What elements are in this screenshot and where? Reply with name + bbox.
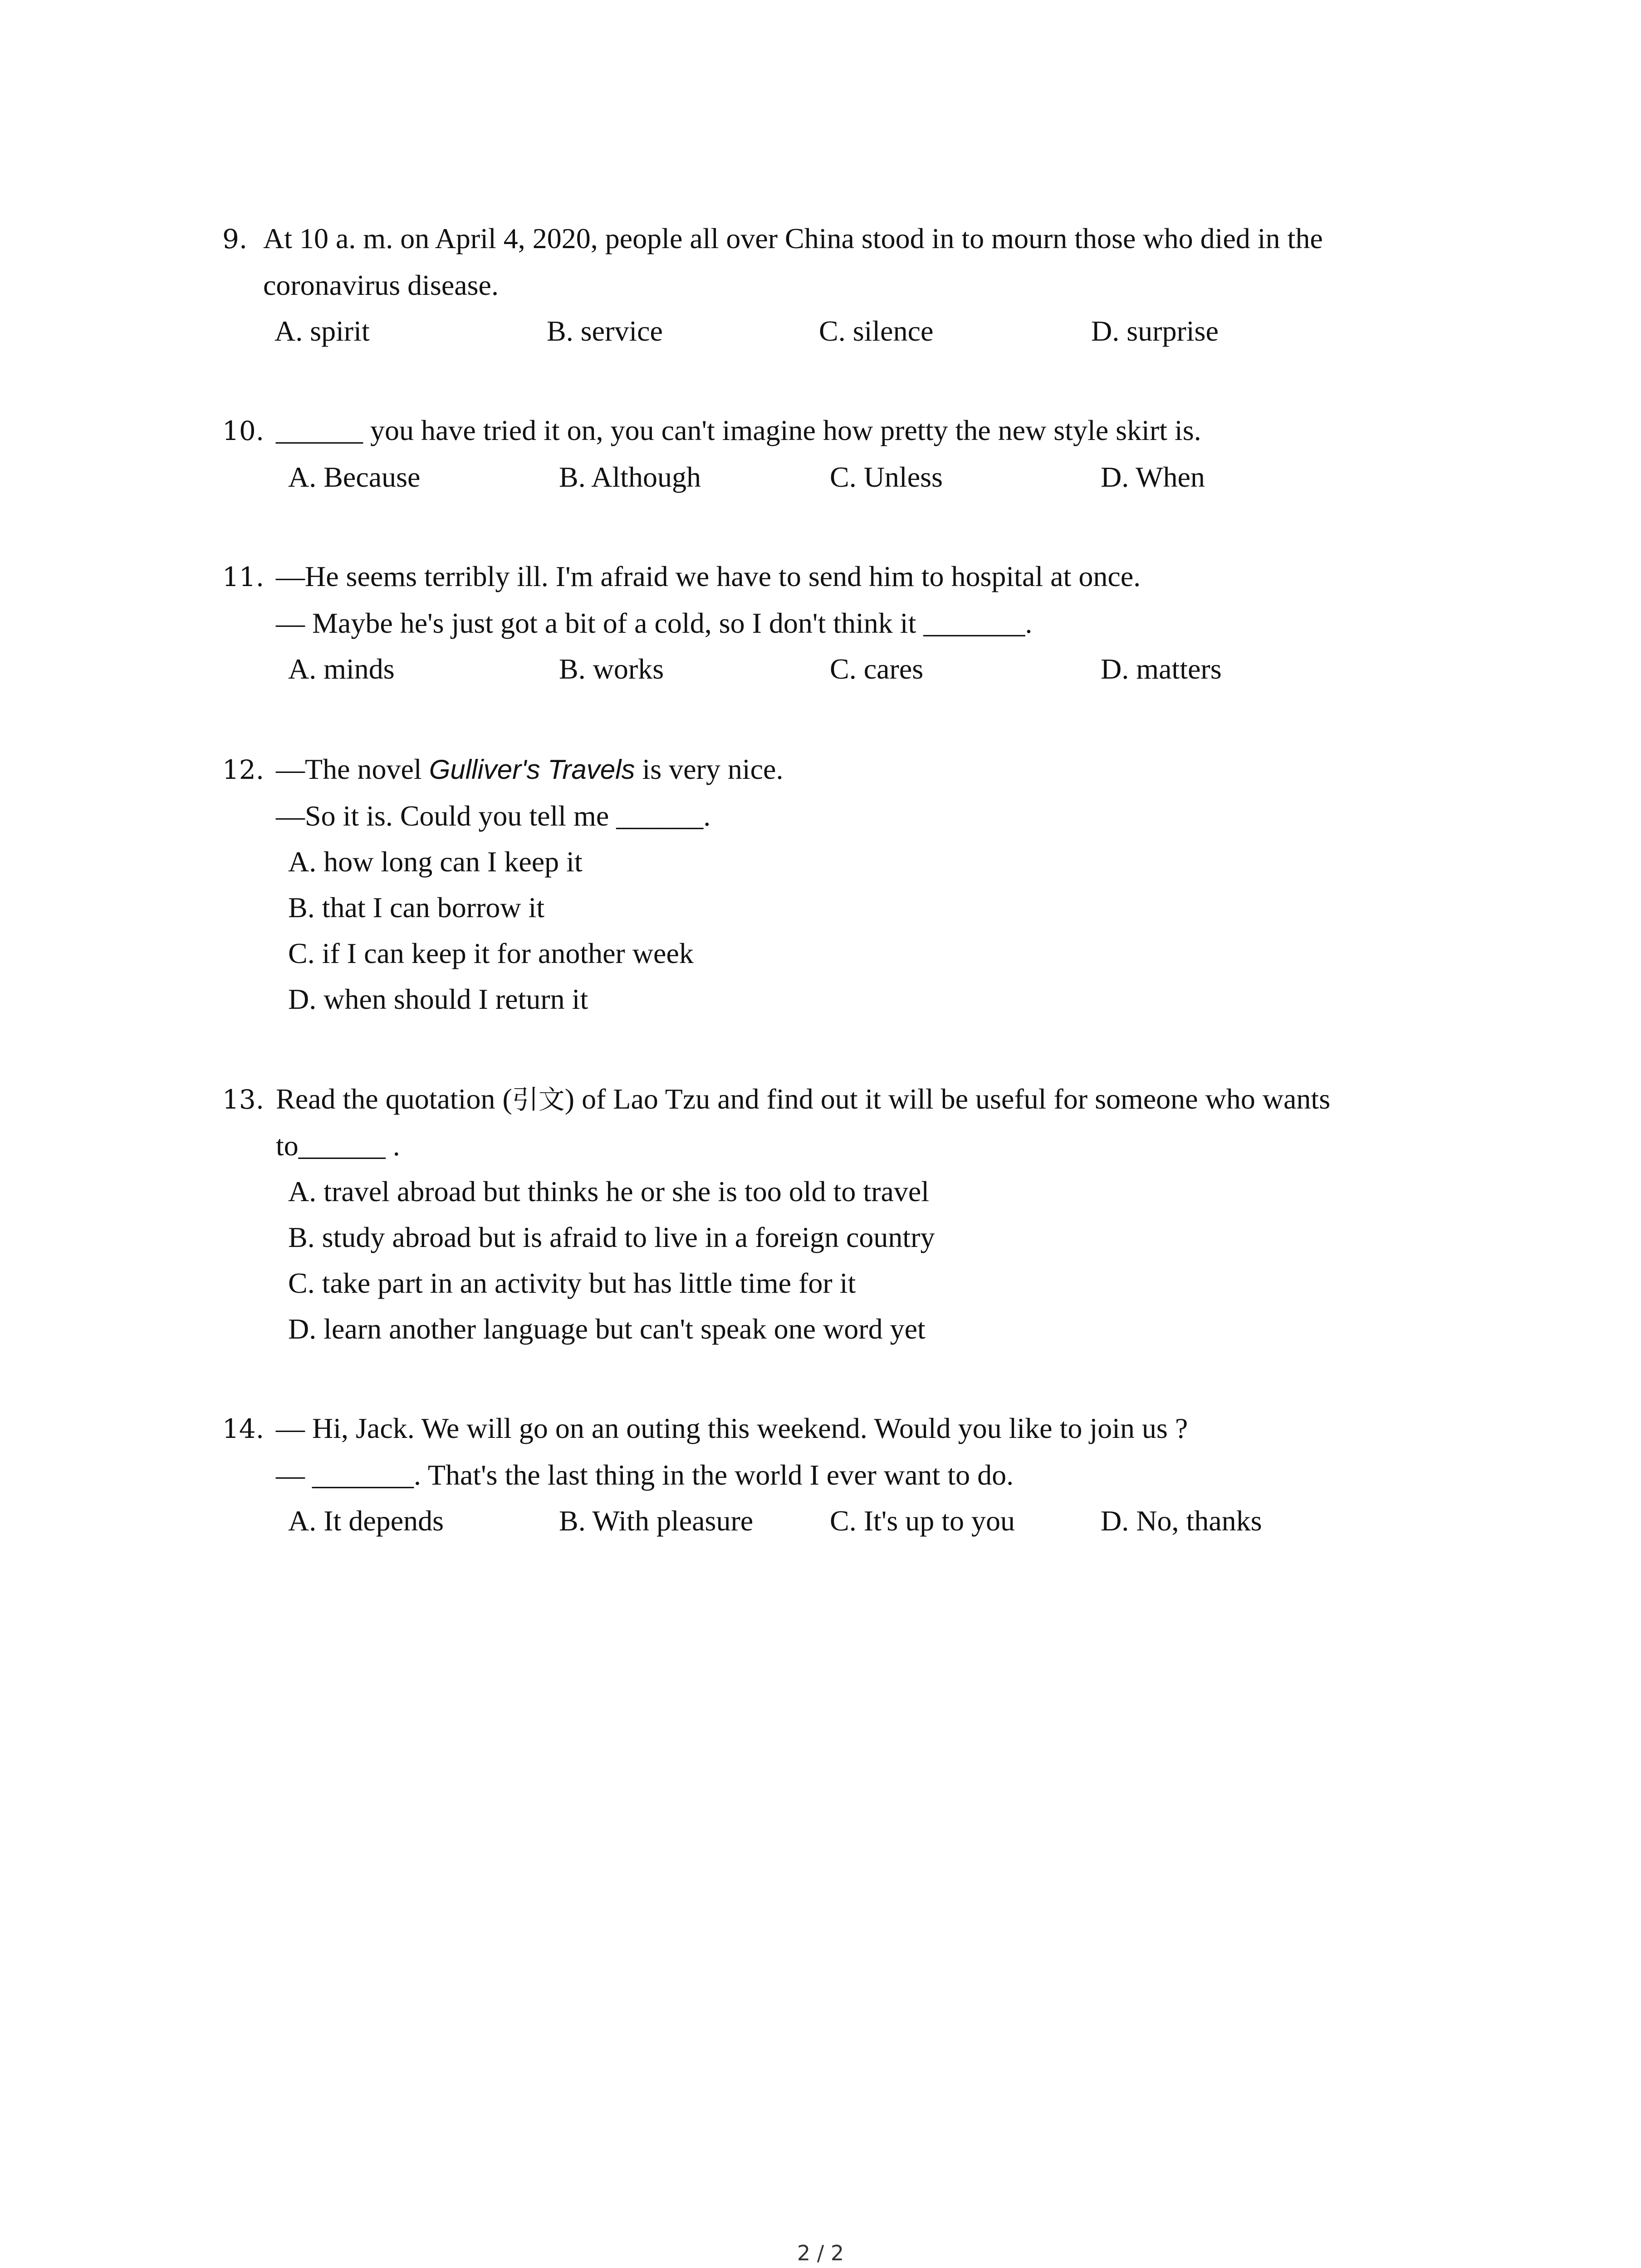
option-a[interactable]: A. travel abroad but thinks he or she is too old to travel xyxy=(288,1175,930,1207)
question-stem-continued: to______ . xyxy=(276,1129,400,1162)
question-12 xyxy=(222,746,1447,1022)
option-d[interactable]: D. when should I return it xyxy=(288,983,588,1015)
answer-options xyxy=(222,308,1447,354)
dialogue-line-1: — Hi, Jack. We will go on an outing this weekend. Would you like to join us ? xyxy=(276,1412,1188,1444)
question-stem: At 10 a. m. on April 4, 2020, people all over China stood in to mourn those who died in the xyxy=(263,222,1323,254)
answer-options xyxy=(222,839,1447,1022)
question-stem-continued: coronavirus disease. xyxy=(263,269,499,301)
question-13 xyxy=(222,1076,1447,1352)
question-number: 11. xyxy=(222,562,265,592)
book-title: Gulliver's Travels xyxy=(429,754,635,785)
question-14 xyxy=(222,1405,1447,1544)
question-number: 13. xyxy=(222,1084,265,1115)
question-stem-end: ) of Lao Tzu and find out it will be useful for someone who wants xyxy=(564,1083,1331,1115)
dialogue-line-1: —He seems terribly ill. I'm afraid we have to send him to hospital at once. xyxy=(276,560,1141,592)
question-number: 9. xyxy=(222,224,248,254)
option-a[interactable]: A. Because xyxy=(288,461,421,493)
answer-options xyxy=(222,454,1447,500)
option-a[interactable]: A. It depends xyxy=(288,1505,444,1537)
option-b[interactable]: B. Although xyxy=(559,461,701,493)
option-b[interactable]: B. With pleasure xyxy=(559,1505,754,1537)
question-number: 10. xyxy=(222,415,265,446)
question-11 xyxy=(222,553,1447,692)
option-b[interactable]: B. service xyxy=(547,315,663,347)
question-10 xyxy=(222,407,1447,500)
option-b[interactable]: B. study abroad but is afraid to live in a foreign country xyxy=(288,1221,935,1253)
option-c[interactable]: C. It's up to you xyxy=(830,1505,1015,1537)
option-d[interactable]: D. surprise xyxy=(1091,315,1219,347)
option-d[interactable]: D. No, thanks xyxy=(1101,1505,1262,1537)
dialogue-line-2: — Maybe he's just got a bit of a cold, so I don't think it _______. xyxy=(276,607,1033,639)
option-a[interactable]: A. minds xyxy=(288,653,395,685)
answer-options xyxy=(222,646,1447,692)
option-c[interactable]: C. cares xyxy=(830,653,924,685)
question-9 xyxy=(222,215,1447,354)
page-number: 2 / 2 xyxy=(797,2241,844,2265)
option-b[interactable]: B. works xyxy=(559,653,664,685)
question-stem-start: Read the quotation ( xyxy=(276,1083,512,1115)
question-number: 12. xyxy=(222,754,265,785)
option-a[interactable]: A. spirit xyxy=(274,315,370,347)
option-c[interactable]: C. silence xyxy=(819,315,934,347)
option-d[interactable]: D. learn another language but can't speak one word yet xyxy=(288,1313,926,1345)
question-stem: ______ you have tried it on, you can't imagine how pretty the new style skirt is. xyxy=(276,414,1201,446)
dialogue-line-2: — _______. That's the last thing in the world I ever want to do. xyxy=(276,1459,1014,1491)
option-d[interactable]: D. When xyxy=(1101,461,1205,493)
option-d[interactable]: D. matters xyxy=(1101,653,1222,685)
option-c[interactable]: C. Unless xyxy=(830,461,943,493)
dialogue-line-1-end: is very nice. xyxy=(635,753,784,785)
option-c[interactable]: C. if I can keep it for another week xyxy=(288,937,694,969)
dialogue-line-2: —So it is. Could you tell me ______. xyxy=(276,800,711,832)
cjk-gloss: 引文 xyxy=(512,1084,565,1115)
option-b[interactable]: B. that I can borrow it xyxy=(288,891,545,924)
question-number: 14. xyxy=(222,1413,265,1444)
option-a[interactable]: A. how long can I keep it xyxy=(288,846,583,878)
dialogue-line-1-start: —The novel xyxy=(276,753,429,785)
option-c[interactable]: C. take part in an activity but has little time for it xyxy=(288,1267,856,1299)
answer-options xyxy=(222,1168,1447,1352)
answer-options xyxy=(222,1498,1447,1544)
